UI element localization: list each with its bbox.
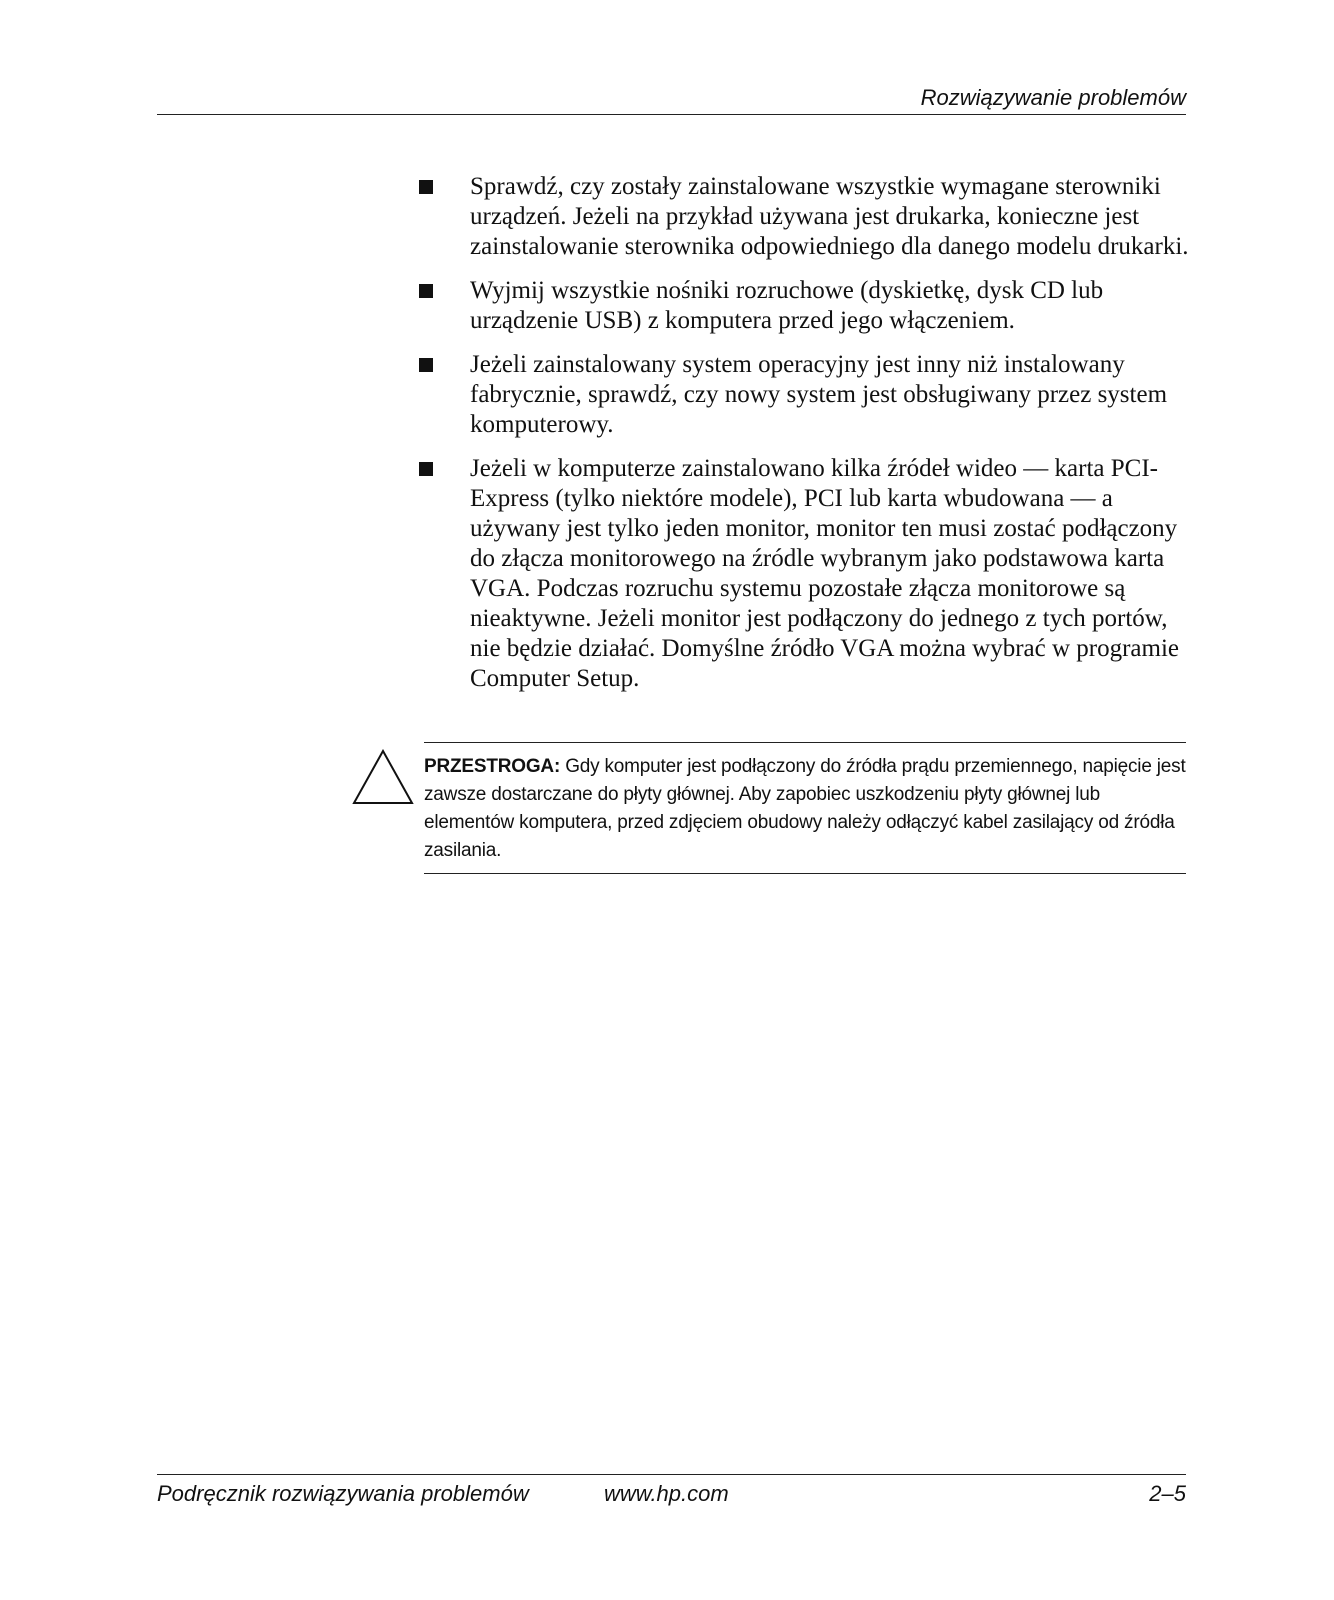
list-item-text: Jeżeli zainstalowany system operacyjny jest inny niż instalowany fabrycznie, sprawdź, czy nowy system jest obsługiwany przez system komputerowy. — [470, 351, 1168, 438]
list-item — [418, 172, 1193, 262]
square-bullet-icon — [419, 284, 433, 298]
list-item-text: Sprawdź, czy zostały zainstalowane wszystkie wymagane sterowniki urządzeń. Jeżeli na przykład używana jest drukarka, konieczne jest zainstalowanie sterownika odpowiedniego dla danego modelu drukarki. — [470, 173, 1189, 260]
list-item — [418, 454, 1193, 694]
footer-divider — [157, 1474, 1186, 1475]
list-item-text: Jeżeli w komputerze zainstalowano kilka źródeł wideo — karta PCI-Express (tylko niektóre modele), PCI lub karta wbudowana — a używany jest tylko jeden monitor, monitor ten musi zostać podłączony do złącza monitorowego na źródle wybranym jako podstawowa karta VGA. Podczas rozruchu systemu pozostałe złącza monitorowe są nieaktywne. Jeżeli monitor jest podłączony do jednego z tych portów, nie będzie działać. Domyślne źródło VGA można wybrać w programie Computer Setup. — [470, 455, 1180, 692]
caution-bottom-divider — [424, 873, 1186, 874]
square-bullet-icon — [419, 462, 433, 476]
list-item — [418, 350, 1193, 440]
warning-triangle-icon — [352, 749, 414, 805]
troubleshooting-checklist — [418, 172, 1193, 708]
header-divider — [157, 114, 1186, 115]
list-item — [418, 276, 1193, 336]
list-item-text: Wyjmij wszystkie nośniki rozruchowe (dyskietkę, dysk CD lub urządzenie USB) z komputera przed jego włączeniem. — [470, 277, 1104, 334]
caution-top-divider — [424, 742, 1186, 743]
square-bullet-icon — [419, 180, 433, 194]
caution-message: Gdy komputer jest podłączony do źródła prądu przemiennego, napięcie jest zawsze dostarczane do płyty głównej. Aby zapobiec uszkodzeniu płyty głównej lub elementów komputera, przed zdjęciem obudowy należy odłączyć kabel zasilający od źródła zasilania. — [424, 756, 1186, 861]
footer-page-number: 2–5 — [1149, 1481, 1186, 1506]
footer-manual-title: Podręcznik rozwiązywania problemów — [157, 1481, 529, 1506]
caution-label: PRZESTROGA: — [424, 756, 561, 777]
footer-website: www.hp.com — [604, 1481, 729, 1506]
running-header-title: Rozwiązywanie problemów — [920, 85, 1186, 110]
caution-body — [424, 753, 1194, 865]
square-bullet-icon — [419, 358, 433, 372]
